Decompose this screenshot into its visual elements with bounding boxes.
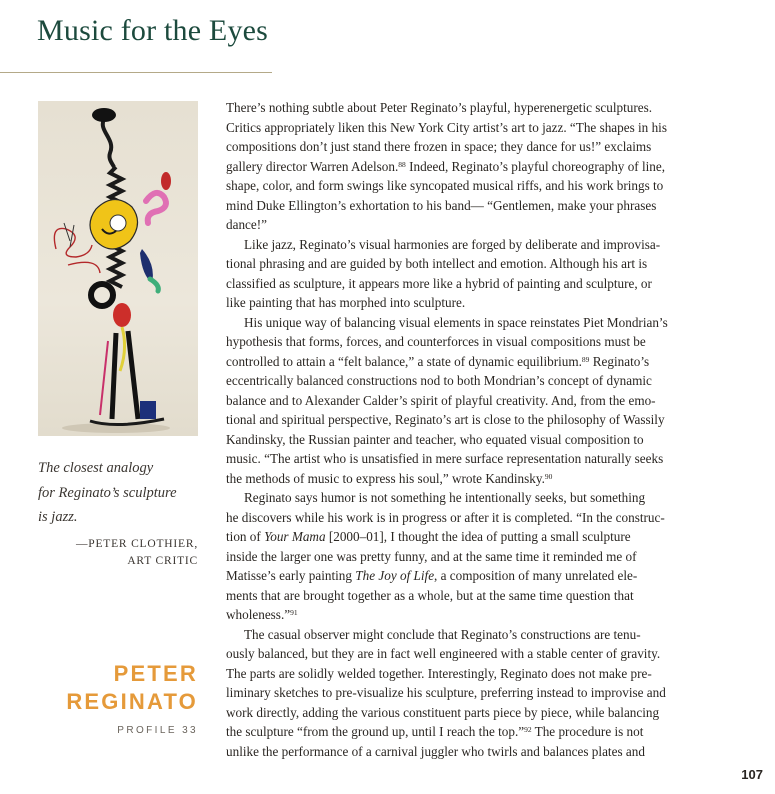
italic-title: The Joy of Life [355,568,435,583]
text-line [226,332,771,352]
line-text: ously balanced, but they are in fact well engineered with a stable center of gravity. [226,646,661,661]
footnote-ref: 90 [544,471,553,481]
sculpture-red-loop [161,172,171,190]
line-text: classified as sculpture, it appears more like a hybrid of painting and sculpture, or [226,275,652,291]
line-text: Critics appropriately liken this New York City artist’s art to jazz. “The shapes in his [226,119,667,135]
line-text: dance!” [226,217,267,232]
sculpture-base [90,419,164,425]
title-rule [0,72,272,73]
text-line [226,118,771,138]
text-line [226,371,771,391]
line-text: tion of [226,529,265,544]
pull-quote-line: The closest analogy [38,460,154,476]
text-line [226,176,771,196]
profile-name [38,660,198,716]
text-line [226,274,771,294]
italic-title: Your Mama [264,529,326,544]
line-text: wholeness.” [226,607,291,622]
footnote-ref: 91 [290,608,298,617]
line-text: controlled to attain a “felt balance,” a state of dynamic equilibrium. [226,353,582,369]
footnote-ref: 89 [581,354,590,364]
pull-quote-line: is jazz. [38,509,78,525]
text-line [226,313,771,333]
text-line [226,430,771,450]
text-line [226,547,771,567]
line-text: eccentrically balanced constructions nod to both Mondrian’s concept of dynamic [226,373,652,388]
line-text: gallery director Warren Adelson. [226,158,399,174]
sculpture-white-dot [110,215,126,231]
text-line [226,196,771,216]
pull-quote-line: for Reginato’s sculpture [38,484,177,501]
text-line [226,391,771,411]
text-line [226,625,771,645]
profile-label: PROFILE 33 [117,725,198,736]
text-line [226,508,771,528]
line-text: compositions don’t just stand there frozen in space; they dance for us!” exclaims [226,139,652,154]
line-text: Reginato’s [589,353,650,369]
paragraph [226,313,771,489]
page-title: Music for the Eyes [37,14,269,47]
line-text: balance and to Alexander Calder’s spirit of playful creativity. And, from the emo- [226,392,656,408]
line-text: mind Duke Ellington’s exhortation to his band— “Gentlemen, make your phrases [226,197,657,213]
sculpture-black-ring [91,284,113,306]
line-text: unlike the performance of a carnival juggler who twirls and balances plates and [226,743,645,759]
line-text: , a composition of many unrelated ele- [434,568,638,583]
line-text: There’s nothing subtle about Peter Reginato’s playful, hyperenergetic sculptures. [226,100,653,115]
text-line [226,586,771,606]
paragraph [226,625,771,762]
line-text: like painting that has morphed into sculpture. [226,295,466,310]
sculpture-top-disc [92,108,116,122]
text-line [226,235,771,255]
line-text: The procedure is not [531,724,644,739]
line-text: Matisse’s early painting [226,568,356,583]
text-line [226,410,771,430]
text-line [226,644,771,664]
footnote-ref: 88 [398,159,406,169]
sculpture-pink-squiggle [146,193,166,223]
line-text: Kandinsky, the Russian painter and teacher, who equated visual composition to [226,431,644,447]
line-text: Indeed, Reginato’s playful choreography of line, [405,158,666,174]
line-text: he discovers while his work is in progress or after it is completed. “In the construc- [226,509,665,525]
article-body [226,98,771,761]
text-line [226,157,771,177]
text-line [226,605,771,625]
text-line [226,98,771,118]
quote-attribution [38,536,198,570]
paragraph [226,98,771,235]
text-line [226,742,771,762]
line-text: the methods of music to express his soul,” wrote Kandinsky. [226,470,545,486]
line-text: His unique way of balancing visual elements in space reinstates Piet Mondrian’s [244,314,668,330]
footnote-ref: 92 [524,725,532,734]
attribution-line: ART CRITIC [127,555,198,567]
profile-name-line: REGINATO [66,689,198,714]
line-text: Reginato says humor is not something he intentionally seeks, but something [244,490,646,505]
line-text: hypothesis that forms, forces, and counterforces in visual compositions must be [226,334,646,349]
paragraph [226,488,771,625]
line-text: tional and spiritual perspective, Reginato’s art is close to the philosophy of Wassily [226,412,665,427]
sculpture-photo [38,101,198,436]
line-text: shape, color, and form swings like syncopated musical riffs, and his work brings to [226,178,664,193]
text-line [226,527,771,547]
text-line [226,215,771,235]
text-line [226,254,771,274]
text-line [226,664,771,684]
text-line [226,722,771,742]
paragraph [226,235,771,313]
line-text: Like jazz, Reginato’s visual harmonies are forged by deliberate and improvisa- [244,236,661,252]
sculpture-blue-block [140,401,156,419]
text-line [226,488,771,508]
pull-quote [38,456,200,530]
sculpture-red-blob [113,303,131,327]
sculpture-illustration [38,101,198,436]
sculpture-green-hook [150,279,158,291]
line-text: the sculpture “from the ground up, until I reach the top.” [226,724,525,739]
line-text: music. “The artist who is unsatisfied in mere surface representation naturally seeks [226,451,664,466]
line-text: inside the larger one was pretty funny, and at the same time it reminded me of [226,548,637,564]
profile-name-line: PETER [113,661,198,686]
text-line [226,703,771,723]
attribution-line: —PETER CLOTHIER, [75,538,198,550]
sculpture-stem [103,119,114,167]
text-line [226,469,771,489]
text-line [226,449,771,469]
text-line [226,683,771,703]
line-text: The casual observer might conclude that Reginato’s constructions are tenu- [244,626,641,642]
text-line [226,566,771,586]
text-line [226,137,771,157]
text-line [226,352,771,372]
page-number: 107 [741,767,763,782]
line-text: liminary sketches to pre-visualize his sculpture, preferring instead to improvise and [226,685,666,700]
line-text: work directly, adding the various constituent parts piece by piece, while balancing [226,704,660,720]
line-text: The parts are solidly welded together. Interestingly, Reginato does not make pre- [226,665,652,681]
text-line [226,293,771,313]
line-text: tional phrasing and are guided by both intellect and emotion. Although his art is [226,256,648,271]
line-text: ments that are brought together as a whole, but at the same time question that [226,587,634,603]
line-text: [2000–01], I thought the idea of putting a small sculpture [325,529,631,544]
